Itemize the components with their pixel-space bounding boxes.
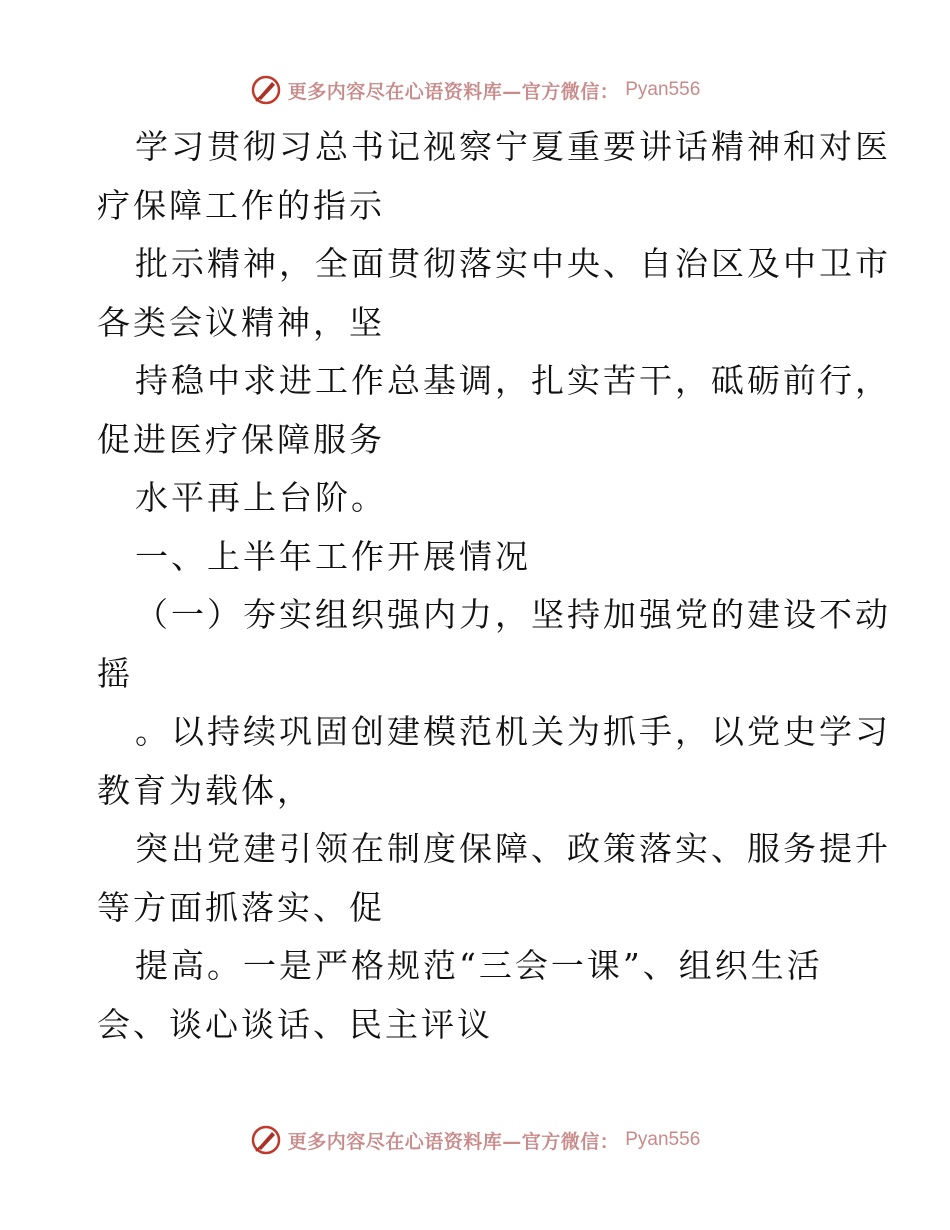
body-line: 教育为载体， (97, 770, 313, 810)
body-line: 疗保障工作的指示 (97, 185, 385, 225)
body-line: 持稳中求进工作总基调，扎实苦干，砥砺前行， (135, 361, 891, 400)
document-body (97, 118, 891, 1054)
body-line: 各类会议精神，坚 (97, 302, 385, 342)
body-line: 学习贯彻习总书记视察宁夏重要讲话精神和对医 (135, 127, 891, 166)
body-line: 水平再上台阶。 (135, 478, 387, 517)
header-watermark (0, 70, 950, 110)
body-line: 会、谈心谈话、民主评议 (97, 1004, 493, 1044)
watermark-text: 更多内容尽在心语资料库—官方微信： (287, 1130, 620, 1153)
body-line: 促进医疗保障服务 (97, 419, 385, 459)
section-heading: 一、上半年工作开展情况 (135, 536, 531, 576)
body-line: 提高。一是严格规范“三会一课”、组织生活 (135, 946, 823, 985)
body-line: 突出党建引领在制度保障、政策落实、服务提升 (135, 829, 891, 868)
footer-watermark (0, 1120, 950, 1160)
body-line: 。以持续巩固创建模范机关为抓手，以党史学习 (135, 712, 891, 751)
watermark-account: Pyan556 (625, 79, 701, 100)
body-line: 批示精神，全面贯彻落实中央、自治区及中卫市 (135, 244, 891, 283)
quill-logo-icon (250, 74, 282, 106)
watermark-text: 更多内容尽在心语资料库—官方微信： (287, 80, 620, 103)
subsection-heading: （一）夯实组织强内力，坚持加强党的建设不动 (135, 595, 891, 634)
body-line: 摇 (97, 653, 133, 693)
watermark-account: Pyan556 (625, 1129, 701, 1150)
quill-logo-icon (250, 1124, 282, 1156)
body-line: 等方面抓落实、促 (97, 887, 385, 927)
